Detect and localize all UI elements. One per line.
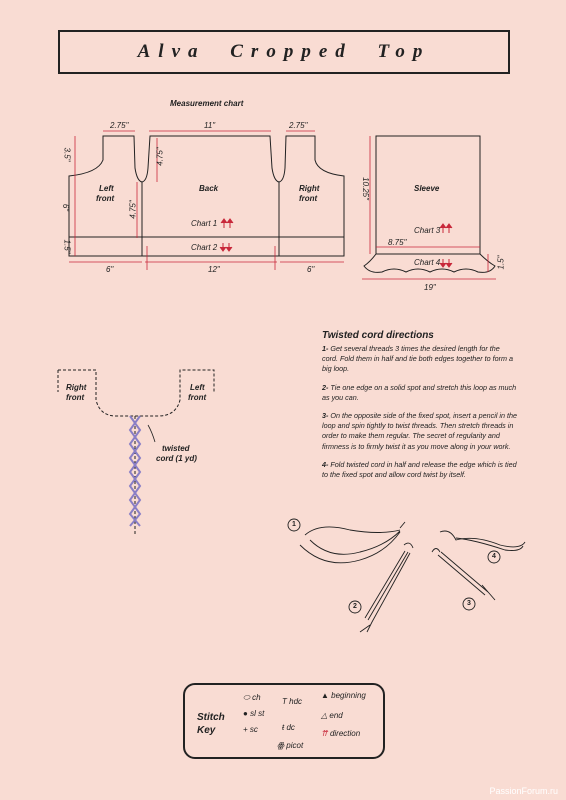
step-2: 2- Tie one edge on a solid spot and stretch this loop as much as you can. <box>322 382 517 402</box>
dim-bottom-mid: 12" <box>208 265 220 274</box>
directions-heading: Twisted cord directions <box>322 330 434 341</box>
cord-right-front-1: Right <box>66 383 87 392</box>
step-4: 4- Fold twisted cord in half and release the edge which is tied to the fixed spot and allow cord twist by itself. <box>322 459 517 480</box>
cord-right-front-2: front <box>66 393 85 402</box>
dim-bottom-left: 6" <box>106 265 114 274</box>
beginning-icon: ▲ <box>321 691 329 700</box>
fig-num-4: 4 <box>492 553 496 560</box>
double-crochet-icon: ŧ <box>282 723 285 732</box>
dim-back-top: 11" <box>204 121 216 130</box>
dim-neck-drop: 4.75" <box>155 147 165 166</box>
fig-num-2: 2 <box>353 603 357 610</box>
cord-pointer <box>148 425 155 442</box>
cord-label-1: twisted <box>162 444 190 453</box>
label-sleeve: Sleeve <box>414 184 440 193</box>
dim-front-drop: 4.75" <box>128 200 138 219</box>
single-crochet-icon: + <box>243 725 248 734</box>
cord-left-front-2: front <box>188 393 207 402</box>
dim-armhole: 3.5" <box>62 147 72 162</box>
cord-left-front-1: Left <box>190 383 205 392</box>
dim-rib: 1.5" <box>62 239 72 254</box>
direction-icon: ⇈ <box>321 729 328 738</box>
chart-heading: Measurement chart <box>170 99 244 108</box>
key-hdc: T hdc <box>282 697 303 706</box>
dim-sleeve-width: 8.75" <box>388 238 407 247</box>
fig-num-1: 1 <box>292 521 296 528</box>
chain-icon: ⬭ <box>243 693 250 702</box>
label-chart3: Chart 3 <box>414 226 441 235</box>
end-icon: △ <box>321 711 328 720</box>
fig-num-3: 3 <box>467 600 471 607</box>
watermark: PassionForum.ru <box>489 786 558 796</box>
label-chart1: Chart 1 <box>191 219 218 228</box>
sleeve-outline <box>364 136 495 272</box>
dim-sleeve-rib: 1.5" <box>496 255 506 270</box>
dim-strap-right: 2.75" <box>289 121 308 130</box>
key-end: △ end <box>321 711 343 720</box>
step-1: 1- Get several threads 3 times the desired length for the cord. Fold them in half and tie both edges together to form a big loop. <box>322 344 513 374</box>
key-direction: ⇈ direction <box>321 729 361 738</box>
key-ch: ⬭ ch <box>243 693 261 702</box>
key-picot: ꙮ picot <box>277 741 304 750</box>
label-left-front-1: Left <box>99 184 114 193</box>
label-chart2: Chart 2 <box>191 243 218 252</box>
key-slst: ● sl st <box>243 709 265 718</box>
label-left-front-2: front <box>96 194 115 203</box>
dim-strap-left: 2.75" <box>110 121 129 130</box>
label-back: Back <box>199 184 219 193</box>
dim-sleeve-bottom: 19" <box>424 283 436 292</box>
dim-bottom-right: 6" <box>307 265 315 274</box>
slip-stitch-icon: ● <box>243 709 248 718</box>
key-dc: ŧ dc <box>282 723 295 732</box>
stitch-key <box>183 683 385 759</box>
dim-sleeve-height: 10.25" <box>360 177 370 200</box>
dim-body: 6" <box>61 203 71 212</box>
step-figures <box>288 519 525 632</box>
label-right-front-1: Right <box>299 184 320 193</box>
label-chart4: Chart 4 <box>414 258 441 267</box>
directions-steps <box>322 344 517 488</box>
picot-icon: ꙮ <box>277 741 285 750</box>
page-title: Alva Cropped Top <box>137 41 431 62</box>
key-beginning: ▲ beginning <box>321 691 366 700</box>
cord-label-2: cord (1 yd) <box>156 454 197 463</box>
half-double-crochet-icon: T <box>282 697 287 706</box>
stitch-key-title: Stitch Key <box>197 712 225 736</box>
step-3: 3- On the opposite side of the fixed spot, insert a pencil in the loop and spin tightly to twist threads. Then stretch threads in order to make them regular. The secret of regularity and firmness is to firmly twist it as you move along in your work. <box>322 411 517 451</box>
label-right-front-2: front <box>299 194 318 203</box>
key-sc: + sc <box>243 725 258 734</box>
